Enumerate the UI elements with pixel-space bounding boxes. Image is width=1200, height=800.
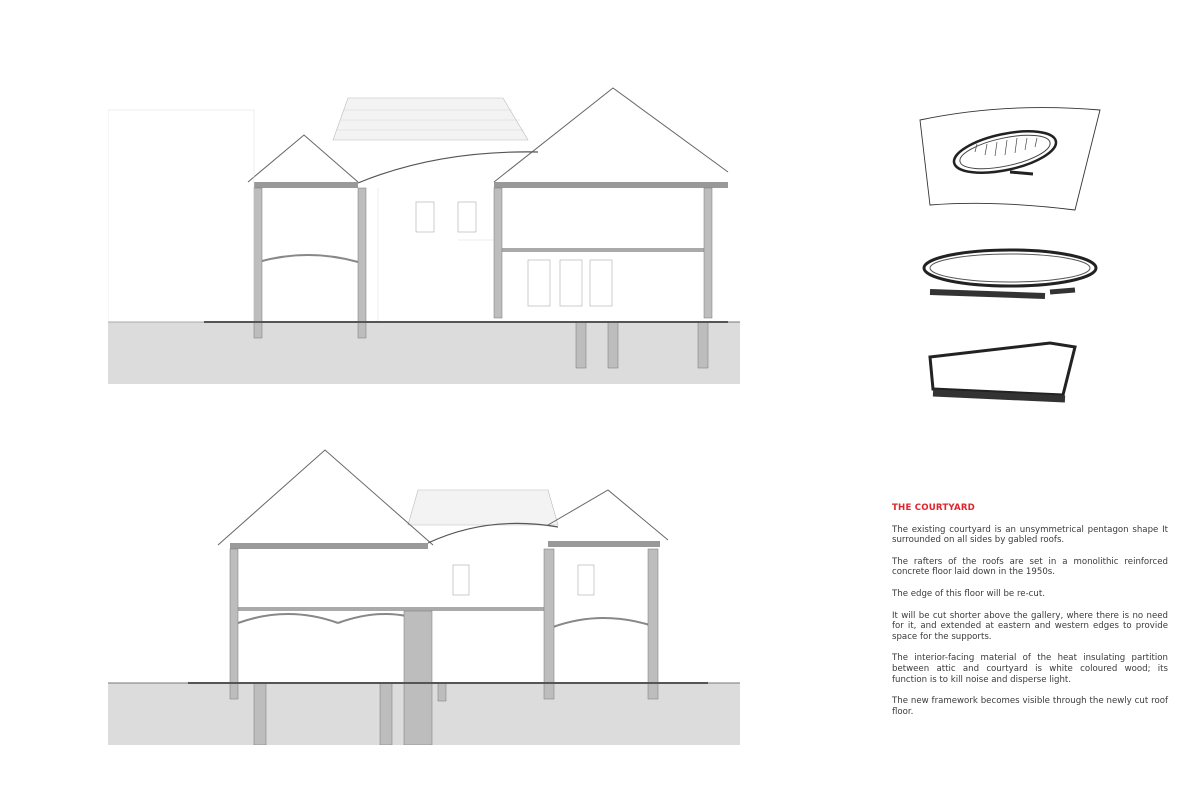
- sketch-pentagon: [915, 335, 1105, 415]
- courtyard-text-panel: [892, 503, 1168, 728]
- sketch-1-svg: [915, 100, 1105, 215]
- slab-mid-left: [230, 607, 550, 611]
- curved-roof: [358, 152, 538, 183]
- left-gable: [218, 450, 433, 545]
- paragraph-4: It will be cut shorter above the gallery, where there is no need for it, and extended at eastern and western edges to provide space for the supports.: [892, 610, 1168, 642]
- vault-left: [258, 255, 358, 262]
- paragraph-3: The edge of this floor will be re-cut.: [892, 588, 1045, 599]
- right-gable: [548, 490, 668, 540]
- slab-left: [230, 543, 428, 549]
- section-bottom-svg: [108, 445, 740, 745]
- windows: [416, 202, 612, 306]
- sketch-roof-ring: [915, 240, 1105, 305]
- slab-right: [494, 182, 728, 188]
- background-roof: [333, 98, 528, 140]
- sketch-3-svg: [915, 335, 1105, 415]
- section-drawing-top: [108, 80, 740, 384]
- paragraph-5: The interior-facing material of the heat insulating partition between attic and courtyard is white coloured wood; its function is to kill noise and disperse light.: [892, 653, 1168, 685]
- courtyard-heading: THE COURTYARD: [892, 503, 976, 513]
- background-roof: [408, 490, 558, 525]
- paragraph-1: The existing courtyard is an unsymmetrical pentagon shape It surrounded on all sides by gabled roofs.: [892, 524, 1168, 546]
- faint-lines: [108, 110, 494, 322]
- ground-fill: [108, 322, 740, 384]
- slab-right: [548, 541, 660, 547]
- vault-1: [238, 614, 338, 623]
- sketch-courtyard-plan: [915, 100, 1105, 215]
- curved-roof: [428, 523, 558, 543]
- sketch-2-svg: [915, 240, 1105, 305]
- windows: [453, 565, 594, 595]
- slab-mid-right: [500, 248, 710, 252]
- paragraph-2: The rafters of the roofs are set in a monolithic reinforced concrete floor laid down in the 1950s.: [892, 556, 1168, 578]
- left-gable: [248, 135, 358, 182]
- paragraph-6: The new framework becomes visible through the newly cut roof floor.: [892, 696, 1168, 717]
- right-gable: [494, 88, 728, 182]
- section-top-svg: [108, 80, 740, 384]
- slab-left: [254, 182, 358, 188]
- vault-3: [553, 618, 656, 627]
- section-drawing-bottom: [108, 445, 740, 745]
